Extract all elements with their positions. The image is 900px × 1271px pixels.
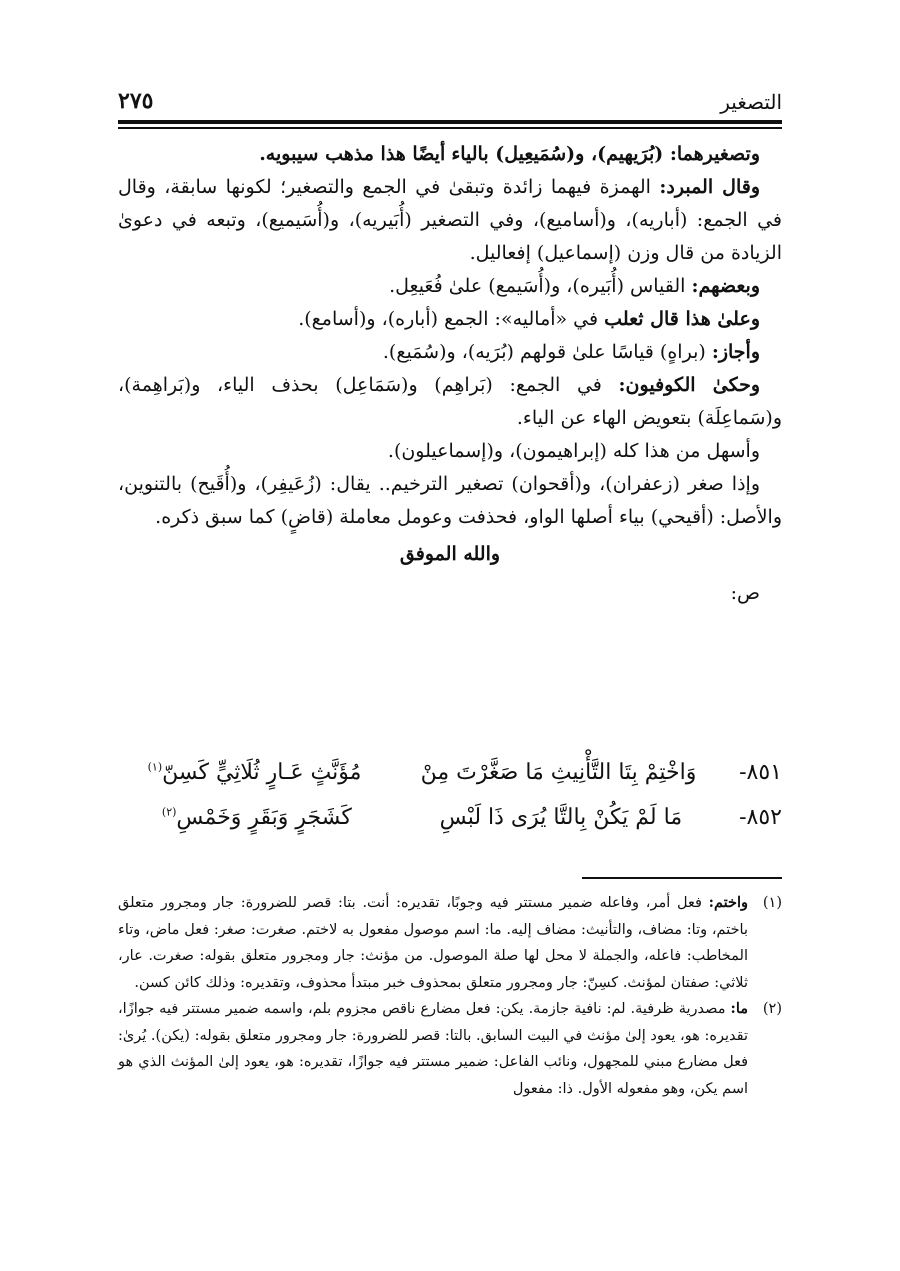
paragraph-7: وأسهل من هذا كله (إبراهيمون)، و(إسماعيلون). xyxy=(387,440,760,462)
paragraph-3-text: القياس (أُبَيره)، و(أُسَيمع) علىٰ فُعَيعِل. xyxy=(389,275,686,297)
verse-852 xyxy=(118,797,782,837)
footnote-ref: (١) xyxy=(147,760,163,774)
paragraph-4-text: في «أماليه»: الجمع (أباره)، و(أسامع). xyxy=(298,308,599,330)
footnote-text xyxy=(118,890,748,996)
verse-second-hemistich xyxy=(162,805,352,830)
verse-second-hemistich xyxy=(148,760,362,785)
footnotes xyxy=(118,890,782,1102)
footnote-number: (٢) xyxy=(762,1001,782,1017)
paragraph-3-lead: وبعضهم: xyxy=(691,275,760,297)
running-header xyxy=(118,84,782,114)
header-rule-thin xyxy=(118,127,782,129)
verse-number: ٨٥٢- xyxy=(739,804,782,830)
paragraph-1-lead: وتصغيرهما: (بُرَيهيم)، و(سُمَيعِيل) بالياء xyxy=(451,143,760,165)
footnote-lead: ما: xyxy=(730,1000,749,1017)
paragraph-8: وإذا صغر (زعفران)، و(أقحوان) تصغير الترخيم.. يقال: (زُعَيفِر)، و(أُقَيح) بالتنوين، والأصل: (أقيحي) بياء أصلها الواو، فحذفت وعومل معاملة (قاضٍ) كما سبق ذكره. xyxy=(118,473,782,528)
footnote-text xyxy=(118,996,748,1102)
footnote-ref: (٢) xyxy=(161,805,177,819)
paragraph-5 xyxy=(118,336,782,369)
footnote-1 xyxy=(118,890,782,996)
header-rule-thick xyxy=(118,120,782,124)
verse-851 xyxy=(118,752,782,792)
verse-second-text: كَشَجَرٍ وَبَقَرٍ وَخَمْسِ xyxy=(176,804,352,830)
paragraph-6 xyxy=(118,369,782,435)
verse-first-hemistich: مَا لَمْ يَكُنْ بِالتَّا يُرَى ذَا لَبْسِ xyxy=(439,804,683,830)
footnote-number: (١) xyxy=(762,895,782,911)
paragraph-1 xyxy=(118,138,782,171)
verse-second-text: مُؤَنَّثٍ عَـارٍ ثُلَاثِيٍّ كَسِنّ xyxy=(162,759,362,785)
footnote-lead: واختم: xyxy=(708,894,748,911)
main-text xyxy=(118,138,782,610)
paragraph-5-lead: وأجاز: xyxy=(711,341,760,363)
verse-hemistichs xyxy=(118,805,726,830)
text-marker-sad: ص: xyxy=(730,582,760,604)
paragraph-4 xyxy=(118,303,782,336)
footnote-2 xyxy=(118,996,782,1102)
footnote-body: مصدرية ظرفية. لم: نافية جازمة. يكن: فعل مضارع ناقص مجزوم بلم، واسمه ضمير مستتر فيه جوازًا، تقديره: هو، يعود إلىٰ مؤنث في البيت السابق. بالتا: قصر للضرورة: جار ومجرور متعلق بقوله: (يكن). يُرىٰ: فعل مضارع مبني للمجهول، ونائب الفاعل: ضمير مستتر فيه جوازًا، تقديره: هو، يعود إلىٰ المؤنث الذي هو اسم يكن، وهو مفعوله الأول. ذا: مفعول xyxy=(118,1001,748,1097)
paragraph-5-text: (براهٍ) قياسًا علىٰ قولهم (بُرَيه)، و(سُمَيع). xyxy=(382,341,706,363)
paragraph-2 xyxy=(118,171,782,270)
chapter-title: التصغير xyxy=(720,90,782,114)
paragraph-1-bold: أيضًا هذا مذهب سيبويه. xyxy=(259,143,446,165)
verse-number: ٨٥١- xyxy=(739,759,782,785)
paragraph-6-text: في الجمع: (بَراهِم) و(سَمَاعِل) بحذف الياء، و(بَراهِمة)، و(سَماعِلَة) بتعويض الهاء عن الياء. xyxy=(118,374,782,429)
page-number: ٢٧٥ xyxy=(118,88,154,114)
paragraph-6-lead: وحكىٰ الكوفيون: xyxy=(618,374,760,396)
paragraph-4-lead: وعلىٰ هذا قال ثعلب xyxy=(604,308,760,330)
footnote-separator xyxy=(582,877,782,879)
closing-phrase: والله الموفق xyxy=(399,543,501,565)
paragraph-2-text: الهمزة فيهما زائدة وتبقىٰ في الجمع والتصغير؛ لكونها سابقة، وقال في الجمع: (أباريه)، و(أساميع)، وفي التصغير (أُبَيريه)، و(أُسَيميع)، وتبعه في دعوىٰ الزيادة من قال وزن (إسماعيل) إفعاليل. xyxy=(118,176,782,264)
paragraph-3 xyxy=(118,270,782,303)
verse-hemistichs xyxy=(118,760,726,785)
paragraph-2-lead: وقال المبرد: xyxy=(659,176,760,198)
verse-first-hemistich: وَاخْتِمْ بِتَا التَّأْنِيثِ مَا صَغَّرْتَ مِنْ xyxy=(420,759,697,785)
footnote-body: فعل أمر، وفاعله ضمير مستتر فيه وجوبًا، تقديره: أنت. بتا: قصر للضرورة: جار ومجرور متعلق باختم، وتا: مضاف، والتأنيث: مضاف إليه. ما: اسم موصول مفعول به لاختم. صغرت: صغر: فعل ماض، وتاء المخاطب: فاعله، والجملة لا محل لها صلة الموصول. من مؤنث: جار ومجرور متعلق بقوله: صغرت. عار، ثلاثي: صفتان لمؤنث. كسِنّ: جار ومجرور متعلق بمحذوف خبر مبتدأ محذوف، وتقديره: وذلك كائن كسن. xyxy=(118,895,748,991)
